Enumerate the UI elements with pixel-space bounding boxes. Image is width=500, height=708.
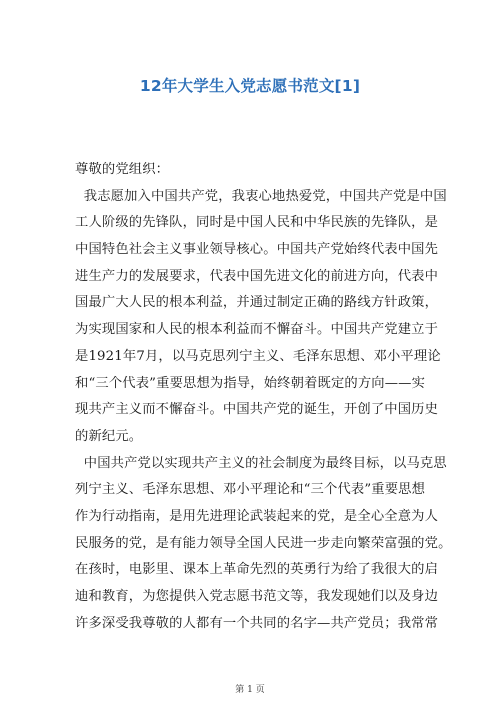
body-line: 工人阶级的先锋队，同时是中国人民和中华民族的先锋队，是 (75, 215, 439, 231)
body-line: 中国共产党以实现共产主义的社会制度为最终目标，以马克思 (75, 455, 447, 471)
body-line: 的新纪元。 (75, 428, 143, 444)
body-line: 是1921年7月，以马克思列宁主义、毛泽东思想、邓小平理论 (75, 348, 441, 364)
body-line: 我志愿加入中国共产党，我衷心地热爱党，中国共产党是中国 (75, 188, 447, 204)
body-line: 许多深受我尊敬的人都有一个共同的名字—共产党员；我常常 (75, 615, 439, 631)
body-line: 民服务的党，是有能力领导全国人民进一步走向繁荣富强的党。 (75, 535, 452, 551)
body-line: 列宁主义、毛泽东思想、邓小平理论和“三个代表”重要思想 (75, 482, 426, 498)
body-line: 中国特色社会主义事业领导核心。中国共产党始终代表中国先 (75, 242, 439, 258)
body-line: 现共产主义而不懈奋斗。中国共产党的诞生，开创了中国历史 (75, 402, 439, 418)
document-title: 12年大学生入党志愿书范文[1] (139, 77, 361, 95)
body-line: 国最广大人民的根本利益，并通过制定正确的路线方针政策， (75, 295, 439, 311)
body-line: 迪和教育，为您提供入党志愿书范文等，我发现她们以及身边 (75, 589, 439, 604)
body-line: 在孩时，电影里、课本上革命先烈的英勇行为给了我很大的启 (75, 562, 439, 578)
body-line: 作为行动指南，是用先进理论武装起来的党，是全心全意为人 (75, 508, 439, 524)
page-number: 第 1 页 (235, 685, 265, 695)
document-body (75, 157, 452, 637)
body-line: 尊敬的党组织： (75, 162, 170, 177)
body-line: 进生产力的发展要求，代表中国先进文化的前进方向，代表中 (75, 268, 439, 284)
body-line: 为实现国家和人民的根本利益而不懈奋斗。中国共产党建立于 (75, 322, 439, 338)
body-line: 和“三个代表”重要思想为指导，始终朝着既定的方向——实 (75, 375, 426, 391)
